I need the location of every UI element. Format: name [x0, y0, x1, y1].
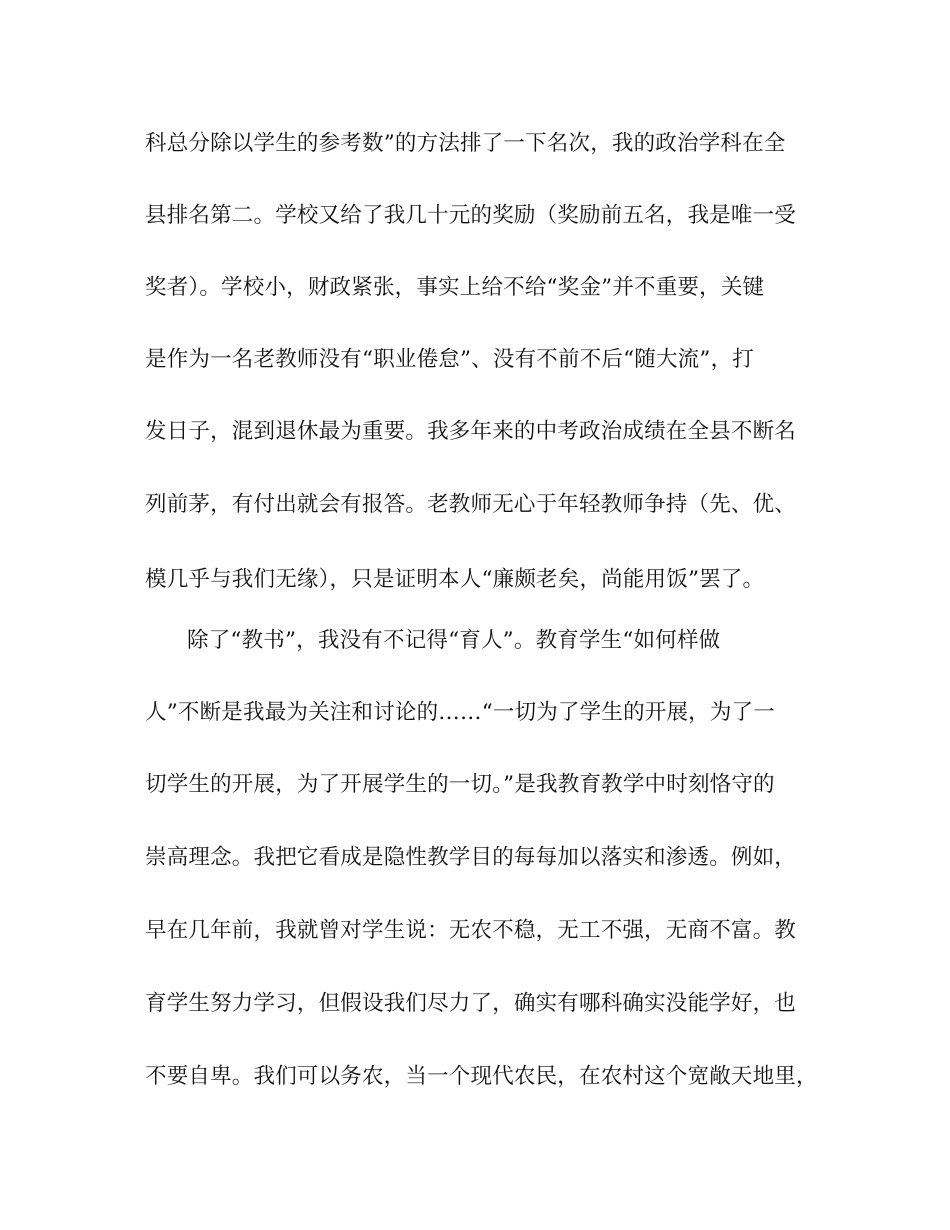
- text-line: 不要自卑。我们可以务农，当一个现代农民，在农村这个宽敞天地里，: [145, 1064, 818, 1089]
- text-line: 发日子，混到退休最为重要。我多年来的中考政治成绩在全县不断名: [145, 419, 797, 444]
- text-line: 列前茅，有付出就会有报答。老教师无心于年轻教师争持（先、优、: [145, 492, 797, 517]
- text-line: 切学生的开展，为了开展学生的一切。”是我教育教学中时刻恪守的: [145, 772, 775, 797]
- text-line: 人”不断是我最为关注和讨论的……“一切为了学生的开展，为了一: [145, 700, 775, 725]
- text-line: 是作为一名老教师没有“职业倦怠”、没有不前不后“随大流”，打: [145, 347, 754, 372]
- text-line: 模几乎与我们无缘），只是证明本人“廉颇老矣，尚能用饭”罢了。: [145, 567, 765, 592]
- text-line: 育学生努力学习，但假设我们尽力了，确实有哪科确实没能学好，也: [145, 991, 797, 1016]
- text-line: 早在几年前，我就曾对学生说：无农不稳，无工不强，无商不富。教: [145, 918, 797, 943]
- text-line: 崇高理念。我把它看成是隐性教学目的每每加以落实和渗透。例如，: [145, 845, 797, 870]
- text-line: 奖者）。学校小，财政紧张，事实上给不给“奖金”并不重要，关键: [145, 275, 765, 300]
- text-line: 科总分除以学生的参考数”的方法排了一下名次，我的政治学科在全: [145, 131, 786, 156]
- paragraph-first-line: 除了“教书”，我没有不记得“育人”。教育学生“如何样做: [187, 628, 721, 653]
- text-line: 县排名第二。学校又给了我几十元的奖励（奖励前五名，我是唯一受: [145, 203, 797, 228]
